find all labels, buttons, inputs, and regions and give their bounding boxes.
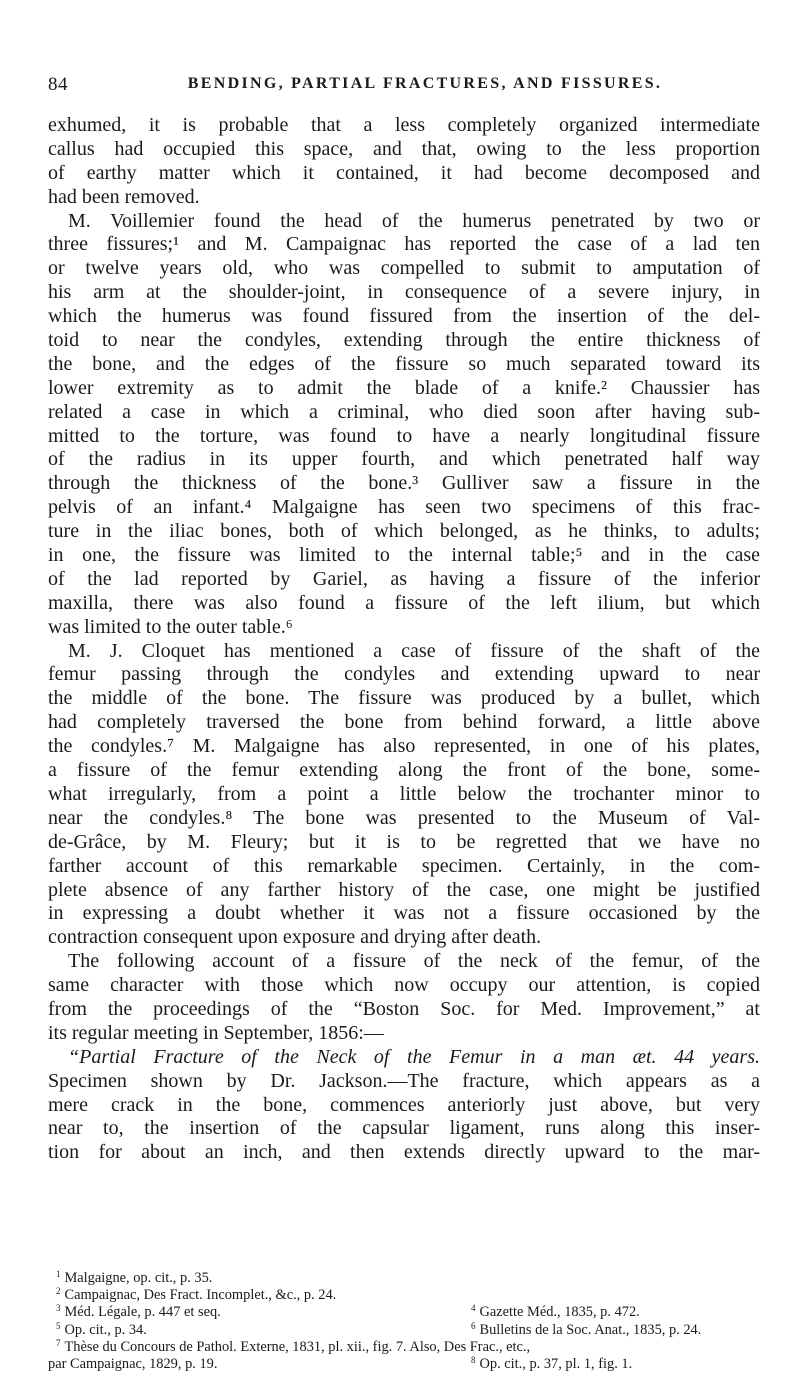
text-line: its regular meeting in September, 1856:— xyxy=(48,1021,384,1044)
text-line: the middle of the bone. The fissure was produced by a bullet, which xyxy=(48,687,760,710)
text-line: pelvis of an infant.⁴ Malgaigne has seen two specimens of this frac- xyxy=(48,496,760,519)
footnote-text: Malgaigne, op. cit., p. 35. xyxy=(64,1270,213,1286)
footnote-row xyxy=(48,1287,760,1304)
text-line: The following account of a fissure of the neck of the femur, of the xyxy=(68,950,760,973)
text-line: near the condyles.⁸ The bone was presented to the Museum of Val- xyxy=(48,806,760,829)
text-line-italic: “Partial Fracture of the Neck of the Femur in a man æt. 44 years. xyxy=(68,1045,760,1068)
text-line: had been removed. xyxy=(48,185,200,208)
footnote-text: Bulletins de la Soc. Anat., 1835, p. 24. xyxy=(479,1321,702,1338)
footnote-3 xyxy=(56,1304,221,1321)
text-line: mere crack in the bone, commences anteriorly just above, but very xyxy=(48,1093,760,1116)
footnote-2 xyxy=(56,1287,336,1304)
body-text xyxy=(48,114,760,1165)
text-line: through the thickness of the bone.³ Gulliver saw a fissure in the xyxy=(48,472,760,495)
footnote-text: Méd. Légale, p. 447 et seq. xyxy=(64,1304,221,1321)
text-line: maxilla, there was also found a fissure of the left ilium, but which xyxy=(48,591,760,614)
text-line: near to, the insertion of the capsular ligament, runs along this inser- xyxy=(48,1117,760,1140)
footnote-mark: 4 xyxy=(471,1303,476,1314)
footnote-1 xyxy=(56,1270,212,1287)
text-line: same character with those which now occupy our attention, is copied xyxy=(48,974,760,997)
text-line: a fissure of the femur extending along the front of the bone, some- xyxy=(48,759,760,782)
text-line: callus had occupied this space, and that, owing to the less proportion xyxy=(48,137,760,160)
footnote-text: Op. cit., p. 34. xyxy=(64,1321,147,1338)
text-line: in expressing a doubt whether it was not a fissure occasioned by the xyxy=(48,902,760,925)
text-line: plete absence of any farther history of the case, one might be justified xyxy=(48,878,760,901)
text-line: M. J. Cloquet has mentioned a case of fissure of the shaft of the xyxy=(68,639,760,662)
text-line: toid to near the condyles, extending through the entire thickness of xyxy=(48,329,760,352)
text-line: farther account of this remarkable specimen. Certainly, in the com- xyxy=(48,854,760,877)
footnote-5 xyxy=(56,1322,147,1339)
text-line: M. Voillemier found the head of the humerus penetrated by two or xyxy=(68,209,760,232)
footnote-4 xyxy=(471,1304,640,1321)
text-line: of the lad reported by Gariel, as having a fissure of the inferior xyxy=(48,567,760,590)
text-line: de-Grâce, by M. Fleury; but it is to be regretted that we have no xyxy=(48,830,760,853)
footnote-mark: 3 xyxy=(56,1303,61,1314)
footnote-row xyxy=(48,1322,760,1339)
footnote-row xyxy=(48,1304,760,1321)
text-line: in one, the fissure was limited to the internal table;⁵ and in the case xyxy=(48,544,760,567)
footnote-text: Gazette Méd., 1835, p. 472. xyxy=(479,1304,640,1321)
text-line: the condyles.⁷ M. Malgaigne has also represented, in one of his plates, xyxy=(48,735,760,758)
text-line: his arm at the shoulder-joint, in consequence of a severe injury, in xyxy=(48,281,760,304)
footnotes xyxy=(48,1270,760,1373)
text-line: Specimen shown by Dr. Jackson.—The fracture, which appears as a xyxy=(48,1069,760,1092)
text-line: contraction consequent upon exposure and drying after death. xyxy=(48,926,542,949)
footnote-8 xyxy=(471,1356,632,1373)
footnote-7 xyxy=(56,1339,530,1356)
footnote-mark: 1 xyxy=(56,1269,61,1279)
footnote-row xyxy=(48,1339,760,1356)
footnote-mark: 6 xyxy=(471,1320,476,1331)
page-number: 84 xyxy=(48,74,68,95)
text-line: lower extremity as to admit the blade of a knife.² Chaussier has xyxy=(48,376,760,399)
footnote-text: Op. cit., p. 37, pl. 1, fig. 1. xyxy=(479,1355,633,1372)
text-line: femur passing through the condyles and extending upward to near xyxy=(48,663,760,686)
footnote-row xyxy=(48,1356,760,1373)
text-line: tion for about an inch, and then extends directly upward to the mar- xyxy=(48,1141,760,1164)
footnote-mark: 2 xyxy=(56,1286,61,1297)
running-head-title: BENDING, PARTIAL FRACTURES, AND FISSURES. xyxy=(187,75,663,92)
footnote-mark: 7 xyxy=(56,1337,61,1348)
text-line: what irregularly, from a point a little below the trochanter minor to xyxy=(48,782,760,805)
footnote-row xyxy=(48,1270,760,1287)
footnote-mark: 8 xyxy=(471,1354,476,1365)
text-line: of earthy matter which it contained, it had become decomposed and xyxy=(48,161,760,184)
running-header xyxy=(48,74,764,100)
text-line: exhumed, it is probable that a less completely organized intermediate xyxy=(48,114,760,136)
footnote-text: Thèse du Concours de Pathol. Externe, 1831, pl. xii., fig. 7. Also, Des Frac., etc., xyxy=(64,1338,531,1355)
text-line: mitted to the torture, was found to have a nearly longitudinal fissure xyxy=(48,424,760,447)
text-line: the bone, and the edges of the fissure so much separated toward its xyxy=(48,352,760,375)
text-line: which the humerus was found fissured from the insertion of the del- xyxy=(48,305,760,328)
text-line: ture in the iliac bones, both of which belonged, as he thinks, to adults; xyxy=(48,520,760,543)
footnote-mark: 5 xyxy=(56,1320,61,1331)
text-line: three fissures;¹ and M. Campaignac has reported the case of a lad ten xyxy=(48,233,760,256)
text-line: related a case in which a criminal, who died soon after having sub- xyxy=(48,400,760,423)
text-line: from the proceedings of the “Boston Soc. for Med. Improvement,” at xyxy=(48,997,760,1020)
text-line: of the radius in its upper fourth, and which penetrated half way xyxy=(48,448,760,471)
footnote-text: Campaignac, Des Fract. Incomplet., &c., p. 24. xyxy=(64,1287,337,1304)
footnote-7-continued: par Campaignac, 1829, p. 19. xyxy=(48,1355,218,1372)
footnote-6 xyxy=(471,1322,701,1339)
text-line: had completely traversed the bone from behind forward, a little above xyxy=(48,711,760,734)
text-line: was limited to the outer table.⁶ xyxy=(48,615,293,638)
text-line: or twelve years old, who was compelled to submit to amputation of xyxy=(48,257,760,280)
